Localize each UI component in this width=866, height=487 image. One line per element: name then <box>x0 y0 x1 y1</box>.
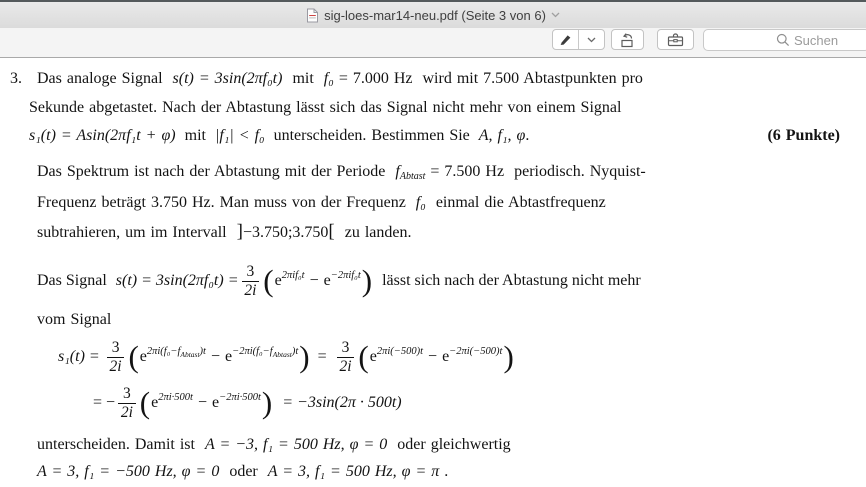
math-run: s(t) = 3sin(2πf₀t) <box>172 70 283 87</box>
solution-paragraph-spectrum <box>37 157 852 247</box>
line <box>29 93 852 122</box>
line <box>37 431 852 458</box>
exponent: 2πif₀t <box>281 270 305 281</box>
text-run: mit <box>282 70 324 87</box>
math-run <box>370 348 423 366</box>
titlebar-toolbar <box>0 2 866 58</box>
exponent: −2πif₀t <box>330 270 361 281</box>
exponent: −2πi(−500)t <box>449 346 503 357</box>
chevron-down-icon <box>587 37 596 43</box>
line <box>37 188 852 217</box>
euler-e: e <box>151 394 159 411</box>
text-run: Das Spektrum ist nach der Abtastung mit der Periode <box>37 163 396 180</box>
text-run: subtrahieren, um im Intervall <box>37 224 237 241</box>
title-chevron-icon[interactable] <box>551 12 560 18</box>
exponent: −2πi·500t <box>219 392 261 403</box>
math-run <box>324 272 361 290</box>
line <box>37 217 852 247</box>
text-run: oder gleichwertig <box>387 436 511 453</box>
math-run: s₁(t) = <box>58 348 100 365</box>
equation-line-1 <box>58 334 852 380</box>
subscript: Abtast <box>399 171 426 182</box>
euler-e: e <box>274 272 282 289</box>
text-run: = 7.000 Hz wird mit 7.500 Abtastpunkten pro <box>333 70 643 87</box>
line <box>37 64 852 93</box>
fraction-numerator: 3 <box>242 263 260 281</box>
solution-paragraph-signal <box>37 257 852 334</box>
math-run <box>275 272 305 290</box>
paren: ( <box>263 262 274 298</box>
math-run: s₁(t) = Asin(2πf₁t + φ) <box>29 127 176 144</box>
exponent <box>232 346 298 357</box>
euler-e: e <box>323 272 331 289</box>
euler-e: e <box>442 348 450 365</box>
text-run: vom Signal <box>37 311 112 328</box>
euler-e: e <box>225 348 233 365</box>
fraction-numerator: 3 <box>337 339 355 357</box>
text-run: unterscheiden. Damit ist <box>37 436 205 453</box>
text-run: einmal die Abtastfrequenz <box>425 194 606 211</box>
math-run: f <box>395 163 400 180</box>
text-run: Sekunde abgetastet. Nach der Abtastung lässt sich das Signal nicht mehr von einem Signal <box>29 99 622 116</box>
math-run <box>225 348 298 366</box>
euler-e: e <box>369 348 377 365</box>
text-run: . <box>525 127 530 144</box>
markup-button[interactable] <box>553 30 578 49</box>
exponent-part: )t <box>291 346 299 357</box>
line <box>29 122 852 149</box>
fraction-denominator: 2i <box>339 357 352 375</box>
math-run: A, f₁, φ <box>478 127 526 144</box>
math-run: f₀ <box>323 70 334 87</box>
solution-conclusion <box>37 431 852 485</box>
fraction-numerator: 3 <box>107 339 125 357</box>
line <box>37 305 852 334</box>
markup-toolbar-button[interactable] <box>657 29 694 50</box>
text-run: Frequenz beträgt 3.750 Hz. Man muss von der Frequenz <box>37 194 416 211</box>
fraction-denominator: 2i <box>244 281 257 299</box>
euler-e: e <box>139 348 147 365</box>
paren: ( <box>358 338 369 374</box>
math-run: s(t) = 3sin(2πf₀t) = <box>115 272 239 289</box>
text-run: mit <box>184 127 206 144</box>
math-run: A = 3, f₁ = −500 Hz, φ = 0 <box>37 463 220 480</box>
paren: ) <box>261 384 273 420</box>
text-run: Das Signal <box>37 272 107 289</box>
math-run: A = −3, f₁ = 500 Hz, φ = 0 <box>204 436 388 453</box>
fraction <box>337 339 355 375</box>
exponent-part: −2πi(f₀−f <box>232 346 273 357</box>
interval-open-bracket: ] <box>236 221 243 242</box>
toolbox-icon <box>667 32 684 47</box>
window-title: sig-loes-mar14-neu.pdf (Seite 3 von 6) <box>324 7 546 23</box>
math-run <box>151 394 193 412</box>
math-run: A = 3, f₁ = 500 Hz, φ = π <box>267 463 440 480</box>
text-run: = 7.500 Hz periodisch. Nyquist- <box>425 163 646 180</box>
fraction <box>242 263 260 299</box>
title-row <box>0 2 866 28</box>
line <box>37 157 852 188</box>
subscript: Abtast <box>272 349 292 359</box>
math-run <box>140 348 206 366</box>
line <box>37 458 852 485</box>
text-run: zu landen. <box>334 224 412 241</box>
interval-close-bracket: [ <box>328 221 335 242</box>
paren: ) <box>361 262 373 298</box>
pdf-document-icon <box>306 8 319 23</box>
fraction <box>107 339 125 375</box>
markup-button-group <box>552 29 605 50</box>
fraction-numerator: 3 <box>118 385 136 403</box>
text-run: lässt sich nach der Abtastung nicht mehr <box>382 272 641 289</box>
paren: ) <box>299 338 310 374</box>
minus-sign: − <box>210 348 220 365</box>
exponent-part: )t <box>199 346 206 357</box>
paren: ( <box>128 338 139 374</box>
fraction-denominator: 2i <box>109 357 122 375</box>
text-run: oder <box>219 463 268 480</box>
text-run: . <box>439 463 449 480</box>
minus-sign: − <box>309 272 319 289</box>
paren: ) <box>503 338 514 374</box>
markup-pen-icon <box>558 32 573 47</box>
markup-dropdown-button[interactable] <box>578 30 604 49</box>
math-run: = −3sin(2π · 500t) <box>282 394 402 411</box>
exponent: 2πi(−500)t <box>376 346 424 357</box>
equation-line-2 <box>93 380 852 426</box>
interval-value: −3.750;3.750 <box>242 224 329 241</box>
fraction <box>118 385 136 421</box>
exponent <box>147 346 206 357</box>
paren: ( <box>139 384 151 420</box>
equals-sign: = <box>317 348 327 365</box>
minus-sign: − <box>428 348 438 365</box>
fraction-denominator: 2i <box>120 403 133 421</box>
math-run <box>442 348 502 366</box>
points-label: (6 Punkte) <box>767 127 840 144</box>
rotate-left-icon <box>619 32 636 48</box>
rotate-left-button[interactable] <box>611 29 644 50</box>
subscript: Abtast <box>180 349 200 359</box>
math-run <box>212 394 261 412</box>
problem-statement <box>10 64 852 149</box>
exponent-part: 2πi(f₀−f <box>146 346 181 357</box>
exponent: 2πi·500t <box>158 392 193 403</box>
search-input[interactable] <box>790 33 866 48</box>
pdf-page <box>0 58 866 485</box>
search-field[interactable] <box>703 29 866 51</box>
math-run: = − <box>93 394 116 411</box>
problem-number: 3. <box>10 70 22 87</box>
minus-sign: − <box>197 394 207 411</box>
text-run: Das analoge Signal <box>37 70 173 87</box>
math-run: f₀ <box>415 194 426 211</box>
euler-e: e <box>212 394 220 411</box>
math-run: |f₁| < f₀ <box>214 127 265 144</box>
search-icon <box>776 33 790 47</box>
line <box>37 257 852 305</box>
text-run: unterscheiden. Bestimmen Sie <box>273 127 470 144</box>
